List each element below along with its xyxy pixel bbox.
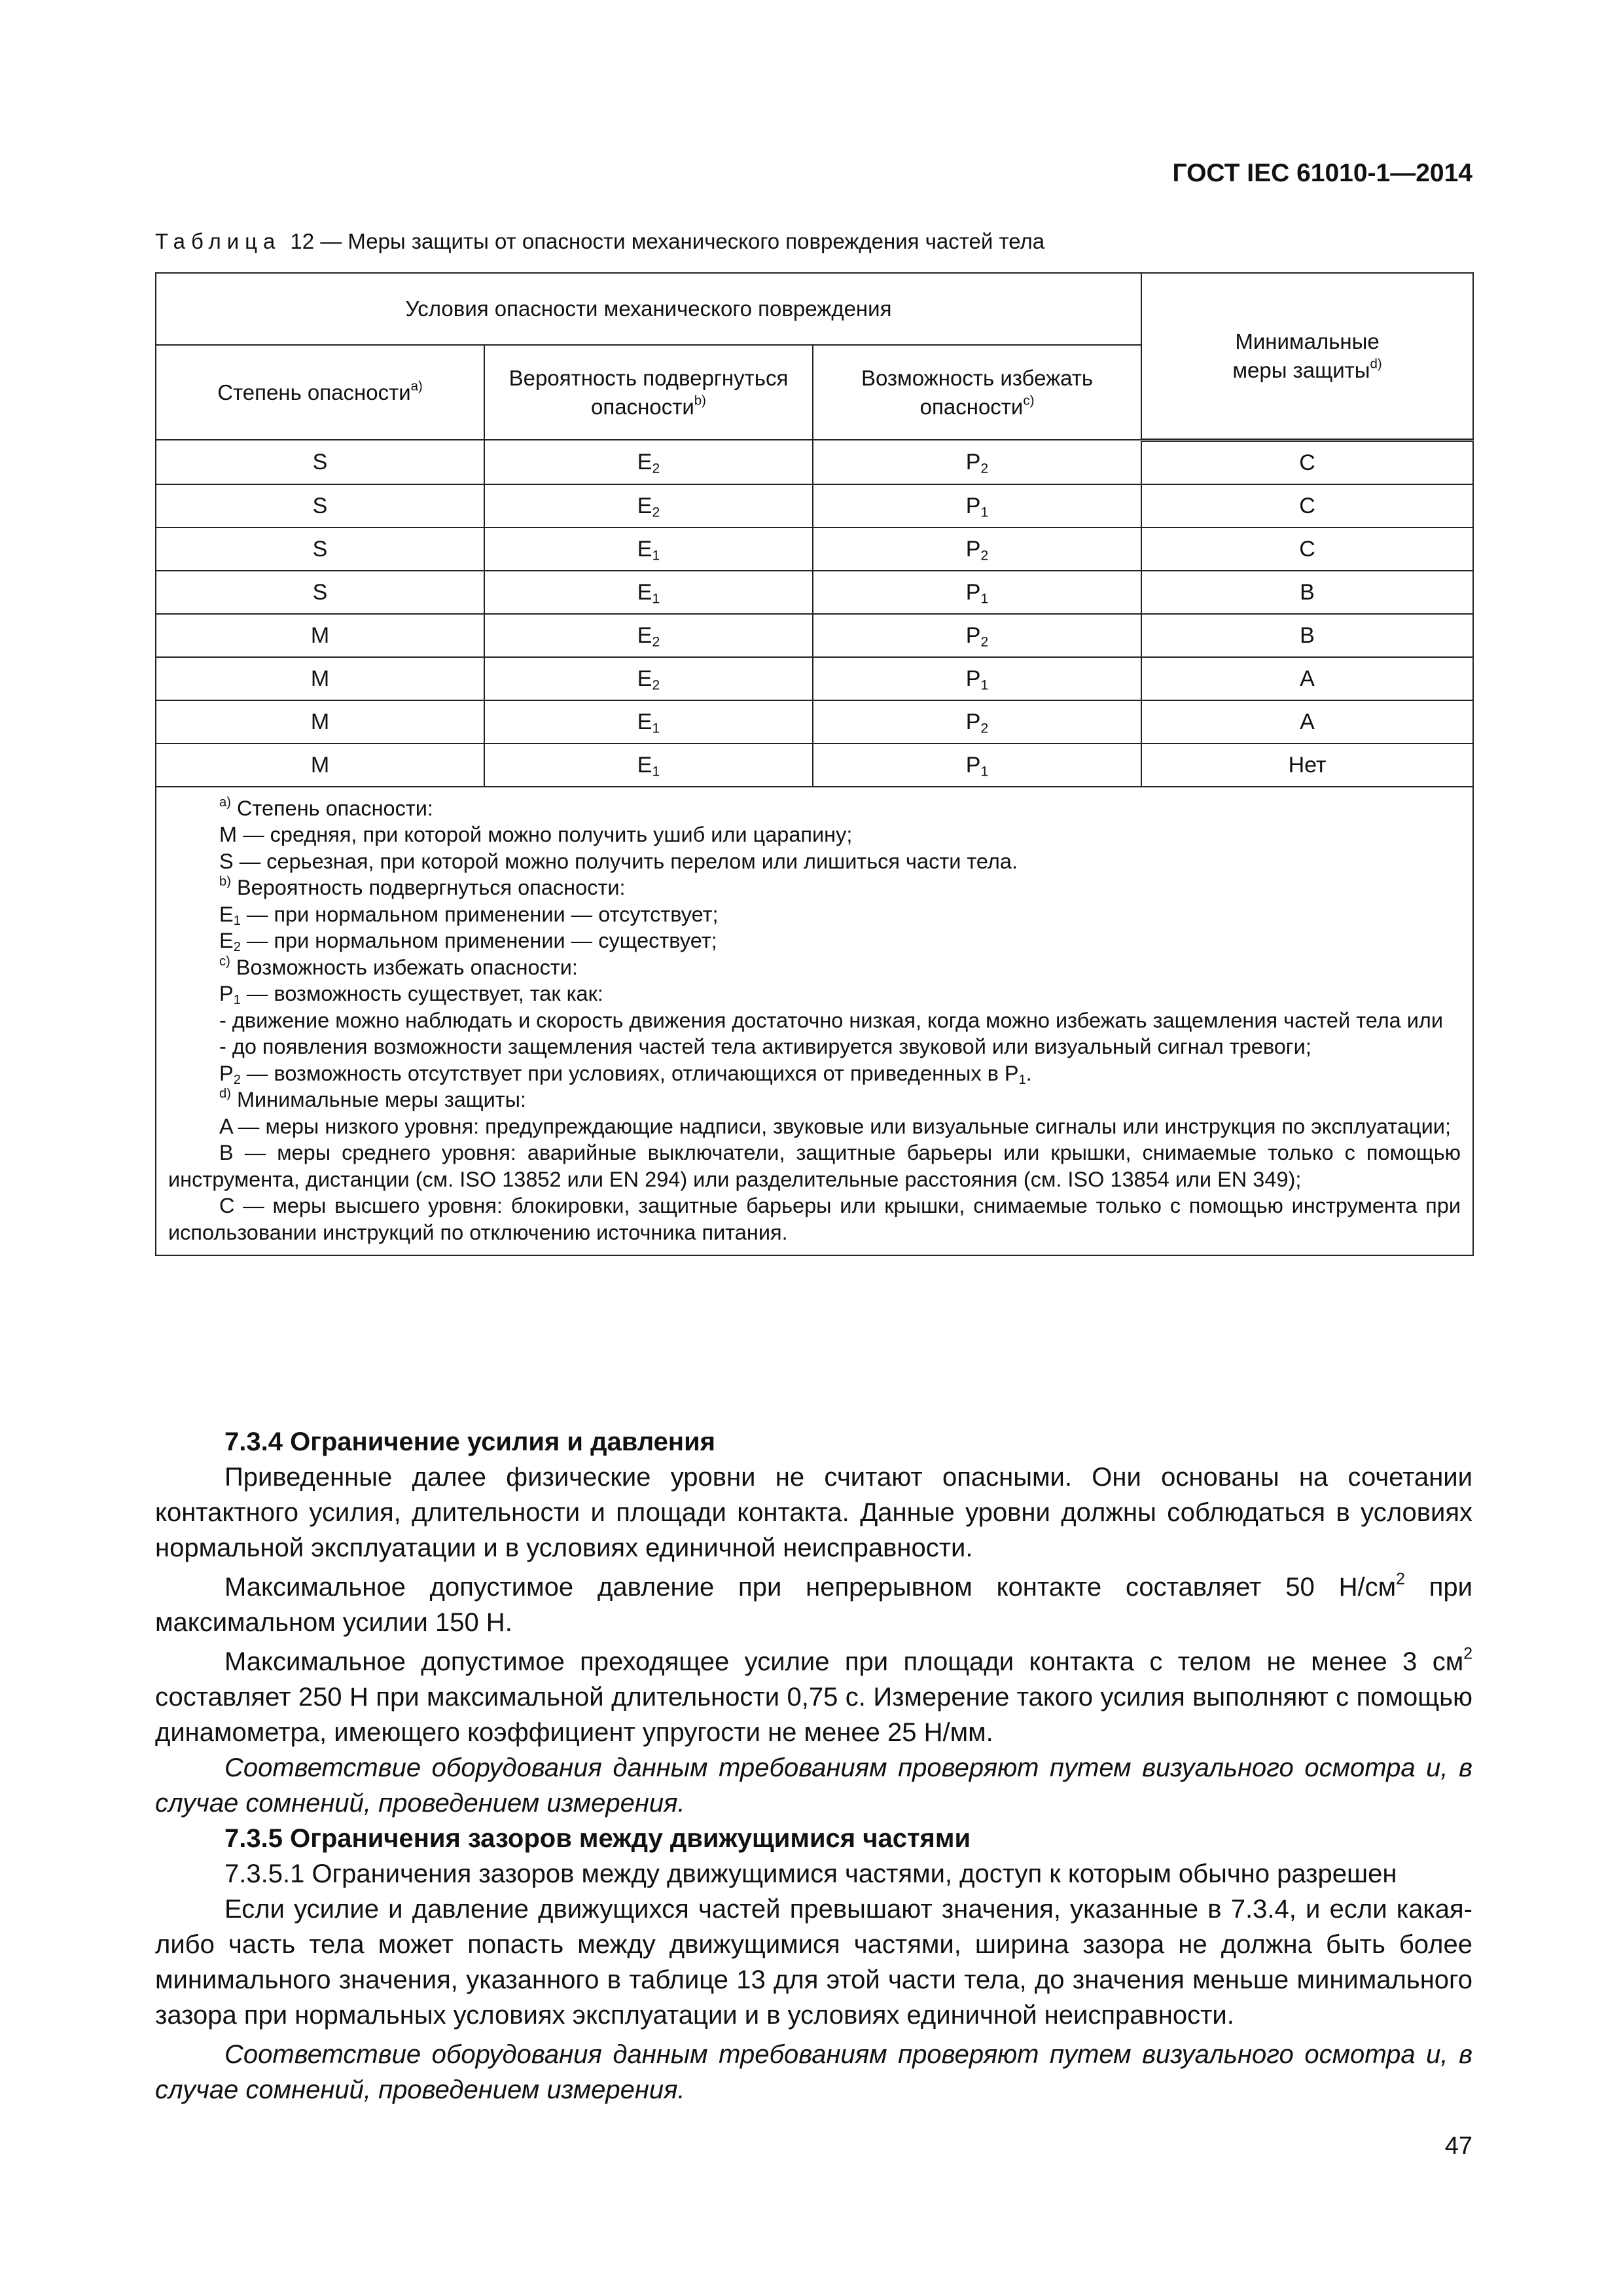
table-caption-word: Таблица bbox=[155, 229, 281, 253]
table-notes bbox=[156, 787, 1473, 1256]
section-7-3-4-p1: Приведенные далее физические уровни не считают опасными. Они основаны на сочетании контактного усилия, длительности и площади контакта. Данные уровни должны соблюдаться в условиях нормальной эксплуатации и в условиях единичной неисправности. bbox=[155, 1463, 1472, 1562]
page-number: 47 bbox=[1444, 2132, 1472, 2160]
note-d-a: A — меры низкого уровня: предупреждающие надписи, звуковые или визуальные сигналы или инструкция по эксплуатации; bbox=[219, 1114, 1451, 1138]
section-7-3-5-heading: 7.3.5 Ограничения зазоров между движущимися частями bbox=[224, 1824, 971, 1853]
measure-cell: Нет bbox=[1141, 744, 1473, 787]
measure-cell: A bbox=[1141, 700, 1473, 744]
note-d-title: $^{d)}$ Минимальные меры защиты: bbox=[219, 1086, 527, 1111]
severity-cell: M bbox=[156, 700, 484, 744]
avoidance-cell: $P_2$ bbox=[813, 440, 1141, 484]
note-b-e2: $E_2$ — при нормальном применении — существует; bbox=[219, 929, 717, 955]
table-row bbox=[156, 484, 1473, 528]
section-7-3-4-p2: Максимальное допустимое давление при непрерывном контакте составляет 50 $Н/см^2$ при максимальном усилии 150 Н. bbox=[155, 1570, 1472, 1637]
exposure-cell: $E_2$ bbox=[484, 657, 813, 700]
note-d-b: B — меры среднего уровня: аварийные выключатели, защитные барьеры или крышки, снимаемые только с помощью инструмента, дистанции (см. ISO 13852 или EN 294) или разделительные расстояния (см. ISO 13854 или EN 349); bbox=[168, 1141, 1461, 1191]
document-code: ГОСТ IEC 61010-1—2014 bbox=[1172, 159, 1472, 187]
note-c-p1: $P_1$ — возможность существует, так как: bbox=[219, 982, 603, 1008]
table-notes-row bbox=[156, 787, 1473, 1256]
exposure-cell: $E_1$ bbox=[484, 571, 813, 614]
table-row bbox=[156, 571, 1473, 614]
group-header-cell: Условия опасности механического повреждения bbox=[156, 273, 1141, 345]
section-7-3-5-p1: Если усилие и давление движущихся частей превышают значения, указанные в 7.3.4, и если какая-либо часть тела может попасть между движущимися частями, ширина зазора не должна быть более минимального значения, указанного в таблице 13 для этой части тела, до значения меньше минимального зазора при нормальных условиях эксплуатации и в условиях единичной неисправности. bbox=[155, 1895, 1472, 2030]
section-7-3-4-heading: 7.3.4 Ограничение усилия и давления bbox=[224, 1427, 716, 1456]
measure-cell: B bbox=[1141, 614, 1473, 657]
note-d-c: C — меры высшего уровня: блокировки, защитные барьеры или крышки, снимаемые только с помощью инструмента при использовании инструкций по отключению источника питания. bbox=[168, 1194, 1461, 1244]
exposure-cell: $E_2$ bbox=[484, 614, 813, 657]
avoidance-cell: $P_2$ bbox=[813, 614, 1141, 657]
section-7-3-4-compliance: Соответствие оборудования данным требованиям проверяют путем визуального осмотра и, в случае сомнений, проведением измерения. bbox=[155, 1753, 1472, 1818]
note-b-title: $^{b)}$ Вероятность подвергнуться опасности: bbox=[219, 874, 626, 899]
col1-note: a) bbox=[410, 378, 423, 394]
col2-note: b) bbox=[694, 393, 706, 408]
col-header-severity bbox=[156, 345, 484, 440]
measure-cell: A bbox=[1141, 657, 1473, 700]
severity-cell: M bbox=[156, 657, 484, 700]
severity-cell: M bbox=[156, 614, 484, 657]
table-caption bbox=[155, 229, 1044, 254]
note-c-title: $^{c)}$ Возможность избежать опасности: bbox=[219, 954, 578, 979]
avoidance-cell: $P_1$ bbox=[813, 744, 1141, 787]
col3-note: c) bbox=[1023, 393, 1035, 408]
col-header-exposure bbox=[484, 345, 813, 440]
avoidance-cell: $P_1$ bbox=[813, 657, 1141, 700]
measure-cell: C bbox=[1141, 484, 1473, 528]
col3-line1: Возможность избежать bbox=[861, 365, 1094, 390]
col2-line2: опасности bbox=[591, 394, 694, 419]
measure-cell: B bbox=[1141, 571, 1473, 614]
severity-cell: M bbox=[156, 744, 484, 787]
severity-cell: S bbox=[156, 528, 484, 571]
note-a-s: S — серьезная, при которой можно получить перелом или лишиться части тела. bbox=[219, 849, 1018, 873]
table-row bbox=[156, 657, 1473, 700]
section-7-3-5-compliance: Соответствие оборудования данным требованиям проверяют путем визуального осмотра и, в случае сомнений, проведением измерения. bbox=[155, 2040, 1472, 2104]
measure-cell: C bbox=[1141, 528, 1473, 571]
col4-line2: меры защиты bbox=[1232, 357, 1370, 382]
col4-line1: Минимальные bbox=[1235, 329, 1380, 353]
note-a-title: $^{a)}$ Степень опасности: bbox=[219, 795, 433, 820]
table-caption-title: 12 — Меры защиты от опасности механического повреждения частей тела bbox=[290, 229, 1045, 253]
exposure-cell: $E_2$ bbox=[484, 484, 813, 528]
note-c-p2: $P_2$ — возможность отсутствует при условиях, отличающихся от приведенных в $P_1$. bbox=[219, 1061, 1032, 1087]
col-header-avoidance bbox=[813, 345, 1141, 440]
protection-measures-table bbox=[155, 272, 1474, 1256]
exposure-cell: $E_1$ bbox=[484, 528, 813, 571]
col3-line2: опасности bbox=[919, 394, 1024, 419]
note-c-dash2: - до появления возможности защемления частей тела активируется звуковой или визуальный сигнал тревоги; bbox=[219, 1035, 1311, 1058]
table-row bbox=[156, 614, 1473, 657]
exposure-cell: $E_2$ bbox=[484, 440, 813, 484]
note-c-dash1: - движение можно наблюдать и скорость движения достаточно низкая, когда можно избежать защемления частей тела или bbox=[219, 1008, 1444, 1032]
col4-note: d) bbox=[1370, 356, 1382, 372]
section-body bbox=[155, 1424, 1472, 2108]
avoidance-cell: $P_1$ bbox=[813, 484, 1141, 528]
severity-cell: S bbox=[156, 484, 484, 528]
table-row bbox=[156, 528, 1473, 571]
table-group-header-row bbox=[156, 273, 1473, 345]
section-7-3-4-p3: Максимальное допустимое преходящее усилие при площади контакта с телом не менее 3 $см^2$ составляет 250 Н при максимальной длительности 0,75 с. Измерение такого усилия выполняют с помощью динамометра, имеющего коэффициент упругости не менее 25 Н/мм. bbox=[155, 1645, 1472, 1747]
severity-cell: S bbox=[156, 440, 484, 484]
exposure-cell: $E_1$ bbox=[484, 700, 813, 744]
col-header-min-measures bbox=[1141, 273, 1473, 440]
measure-cell: C bbox=[1141, 440, 1473, 484]
note-a-m: M — средняя, при которой можно получить ушиб или царапину; bbox=[219, 823, 853, 846]
table-row bbox=[156, 744, 1473, 787]
note-b-e1: $E_1$ — при нормальном применении — отсутствует; bbox=[219, 902, 719, 928]
severity-cell: S bbox=[156, 571, 484, 614]
col1-text: Степень опасности bbox=[217, 380, 411, 404]
table-row bbox=[156, 440, 1473, 484]
col2-line1: Вероятность подвергнуться bbox=[508, 365, 789, 390]
section-7-3-5-1-heading: 7.3.5.1 Ограничения зазоров между движущимися частями, доступ к которым обычно разрешен bbox=[224, 1859, 1397, 1888]
avoidance-cell: $P_2$ bbox=[813, 700, 1141, 744]
table-row bbox=[156, 700, 1473, 744]
avoidance-cell: $P_1$ bbox=[813, 571, 1141, 614]
avoidance-cell: $P_2$ bbox=[813, 528, 1141, 571]
exposure-cell: $E_1$ bbox=[484, 744, 813, 787]
